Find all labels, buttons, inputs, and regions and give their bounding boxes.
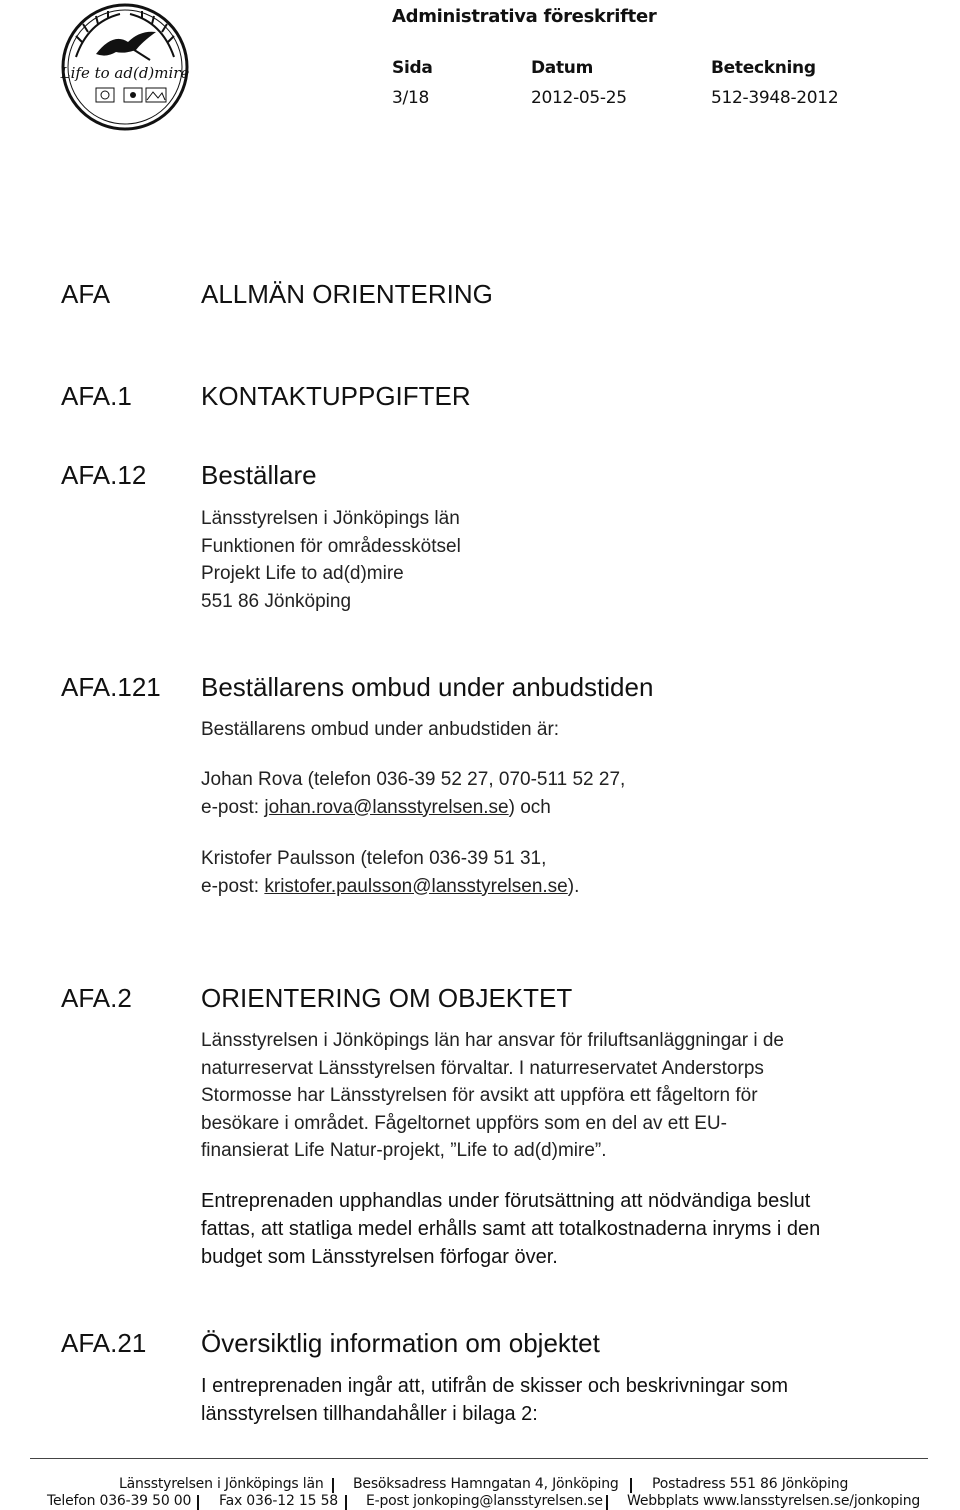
footer-phone: Telefon 036-39 50 00 [47, 1493, 192, 1509]
svg-text:Life to ad(d)mire: Life to ad(d)mire [60, 64, 190, 82]
footer-email[interactable]: E-post jonkoping@lansstyrelsen.se [366, 1493, 603, 1509]
footer-separator [197, 1495, 199, 1510]
orientation-paragraph-1: Länsstyrelsen i Jönköpings län har ansvar för friluftsanläggningar i de naturreservat Länsstyrelsen förvaltar. I naturreservatet Anderstorps Stormosse har Länsstyrelsen för avsikt att uppföra ett fågeltorn för besökare i området. Fågeltornet uppförs som en del av ett EU- finansierat Life Natur-projekt, ”Life to ad(d)mire”. [201, 1030, 784, 1161]
contact-johan [201, 766, 625, 821]
footer-separator [606, 1495, 608, 1510]
contact-line: Kristofer Paulsson (telefon 036-39 51 31, [201, 848, 547, 869]
section-number-afa2: AFA.2 [61, 983, 132, 1013]
footer-website[interactable]: Webbplats www.lansstyrelsen.se/jonkoping [627, 1493, 921, 1509]
section-title-afa2: ORIENTERING OM OBJEKTET [201, 983, 573, 1013]
footer-divider [30, 1458, 928, 1459]
email-link[interactable]: johan.rova@lansstyrelsen.se [264, 796, 509, 818]
section-title-afa12: Beställare [201, 460, 317, 490]
date-label: Datum [531, 58, 594, 78]
address-line: Funktionen för områdesskötsel [201, 535, 461, 557]
orientation-paragraph-2: Entreprenaden upphandlas under förutsättning att nödvändiga beslut fattas, att statliga medel erhålls samt att totalkostnaderna inryms i den budget som Länsstyrelsen förfogar över. [201, 1190, 821, 1268]
address-line: 551 86 Jönköping [201, 590, 352, 612]
reference-label: Beteckning [711, 58, 816, 78]
life-to-admire-logo [58, 2, 192, 132]
section-number-afa12: AFA.12 [61, 460, 147, 490]
footer-separator [630, 1478, 632, 1493]
contact-email-line: e-post: kristofer.paulsson@lansstyrelsen.se). [201, 875, 580, 897]
email-link[interactable]: kristofer.paulsson@lansstyrelsen.se [264, 875, 568, 897]
reference-value: 512-3948-2012 [711, 88, 839, 108]
section-title-afa121: Beställarens ombud under anbudstiden [201, 672, 654, 702]
footer-visit-address: Besöksadress Hamngatan 4, Jönköping [353, 1476, 619, 1492]
contact-email-line: e-post: johan.rova@lansstyrelsen.se) och [201, 796, 551, 818]
overview-paragraph: I entreprenaden ingår att, utifrån de skisser och beskrivningar som länsstyrelsen tillhandahåller i bilaga 2: [201, 1375, 788, 1425]
footer-separator [332, 1478, 334, 1493]
section-title-afa21: Översiktlig information om objektet [201, 1328, 600, 1358]
footer-separator [345, 1495, 347, 1510]
section-number-afa1: AFA.1 [61, 381, 132, 411]
footer-organization: Länsstyrelsen i Jönköpings län [119, 1476, 324, 1492]
section-title-afa: ALLMÄN ORIENTERING [201, 279, 493, 309]
address-line: Länsstyrelsen i Jönköpings län [201, 508, 460, 529]
client-address [201, 505, 461, 615]
page-value: 3/18 [392, 88, 429, 108]
section-number-afa21: AFA.21 [61, 1328, 147, 1358]
date-value: 2012-05-25 [531, 88, 627, 108]
representative-intro: Beställarens ombud under anbudstiden är: [201, 719, 560, 740]
footer-postal-address: Postadress 551 86 Jönköping [652, 1476, 849, 1492]
section-number-afa: AFA [61, 279, 111, 309]
section-title-afa1: KONTAKTUPPGIFTER [201, 381, 471, 411]
address-line: Projekt Life to ad(d)mire [201, 563, 404, 584]
page-label: Sida [392, 58, 433, 78]
section-number-afa121: AFA.121 [61, 672, 161, 702]
footer-fax: Fax 036-12 15 58 [219, 1493, 338, 1509]
document-type-title: Administrativa föreskrifter [392, 6, 657, 27]
contact-kristofer [201, 845, 579, 900]
contact-line: Johan Rova (telefon 036-39 52 27, 070-511 52 27, [201, 769, 626, 790]
